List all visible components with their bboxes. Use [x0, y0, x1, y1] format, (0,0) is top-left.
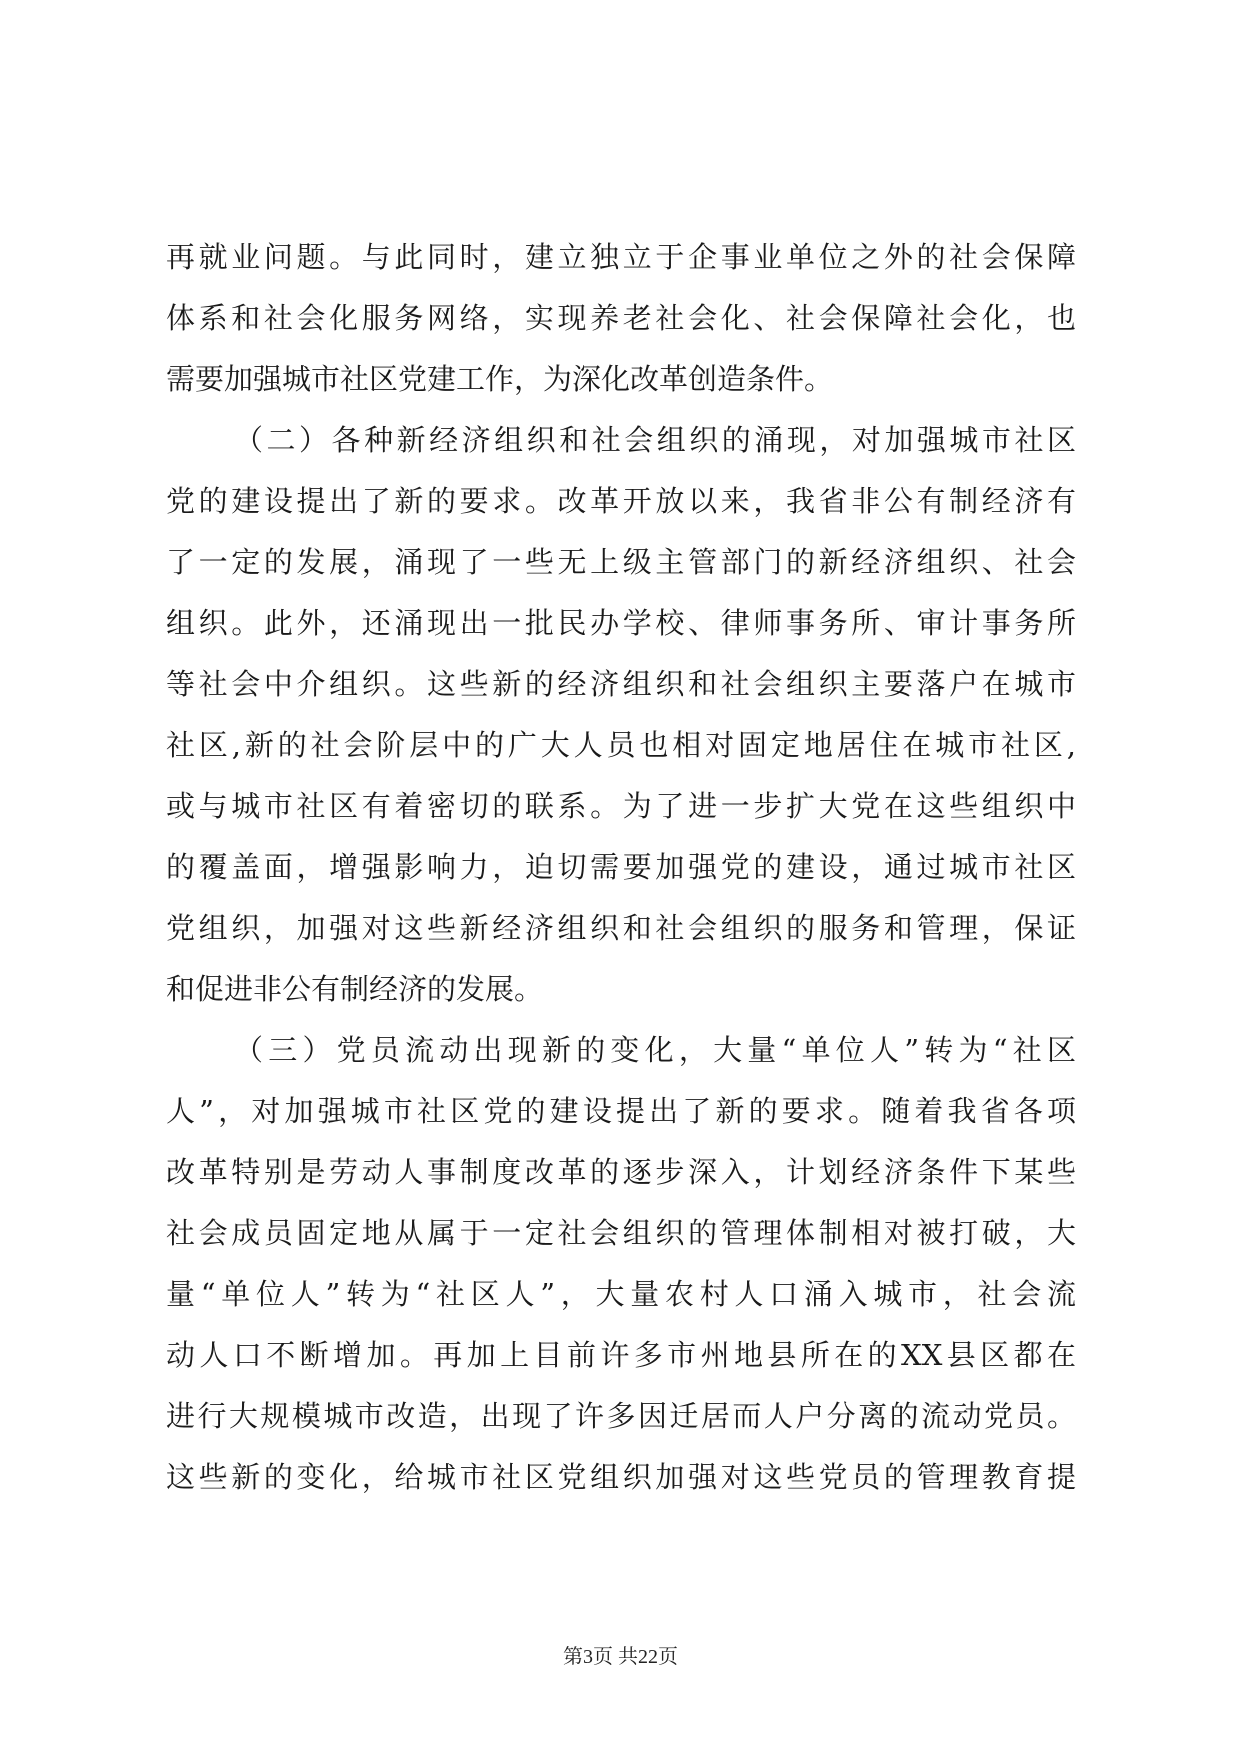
text-line: 体系和社会化服务网络，实现养老社会化、社会保障社会化，也: [166, 301, 1076, 335]
document-body: [166, 227, 1076, 1508]
text-line: 等社会中介组织。这些新的经济组织和社会组织主要落户在城市: [166, 667, 1076, 701]
paragraph-heading-line: （二）各种新经济组织和社会组织的涌现，对加强城市社区: [234, 423, 1076, 457]
text-line: 再就业问题。与此同时，建立独立于企事业单位之外的社会保障: [166, 240, 1076, 274]
text-line: 改革特别是劳动人事制度改革的逐步深入，计划经济条件下某些: [166, 1155, 1076, 1189]
text-line: 党的建设提出了新的要求。改革开放以来，我省非公有制经济有: [166, 484, 1076, 518]
paragraph-heading-line: （三）党员流动出现新的变化，大量“单位人”转为“社区: [234, 1033, 1076, 1067]
text-line: 了一定的发展，涌现了一些无上级主管部门的新经济组织、社会: [166, 545, 1076, 579]
text-line: 人”，对加强城市社区党的建设提出了新的要求。随着我省各项: [166, 1094, 1076, 1128]
text-line: 量“单位人”转为“社区人”，大量农村人口涌入城市，社会流: [166, 1277, 1076, 1311]
text-line: 党组织，加强对这些新经济组织和社会组织的服务和管理，保证: [166, 911, 1076, 945]
text-line: 或与城市社区有着密切的联系。为了进一步扩大党在这些组织中: [166, 789, 1076, 823]
text-line: 组织。此外，还涌现出一批民办学校、律师事务所、审计事务所: [166, 606, 1076, 640]
text-line: 这些新的变化，给城市社区党组织加强对这些党员的管理教育提: [166, 1460, 1076, 1494]
text-line: 动人口不断增加。再加上目前许多市州地县所在的XX县区都在: [166, 1338, 1076, 1372]
page-number-footer: 第3页 共22页: [563, 1646, 678, 1668]
text-line: 的覆盖面，增强影响力，迫切需要加强党的建设，通过城市社区: [166, 850, 1076, 884]
text-line: 进行大规模城市改造，出现了许多因迁居而人户分离的流动党员。: [166, 1399, 1076, 1433]
text-line: 需要加强城市社区党建工作，为深化改革创造条件。: [166, 362, 834, 396]
text-line: 社会成员固定地从属于一定社会组织的管理体制相对被打破，大: [166, 1216, 1076, 1250]
text-line: 和促进非公有制经济的发展。: [166, 972, 544, 1006]
text-line: 社区,新的社会阶层中的广大人员也相对固定地居住在城市社区,: [166, 728, 1076, 762]
